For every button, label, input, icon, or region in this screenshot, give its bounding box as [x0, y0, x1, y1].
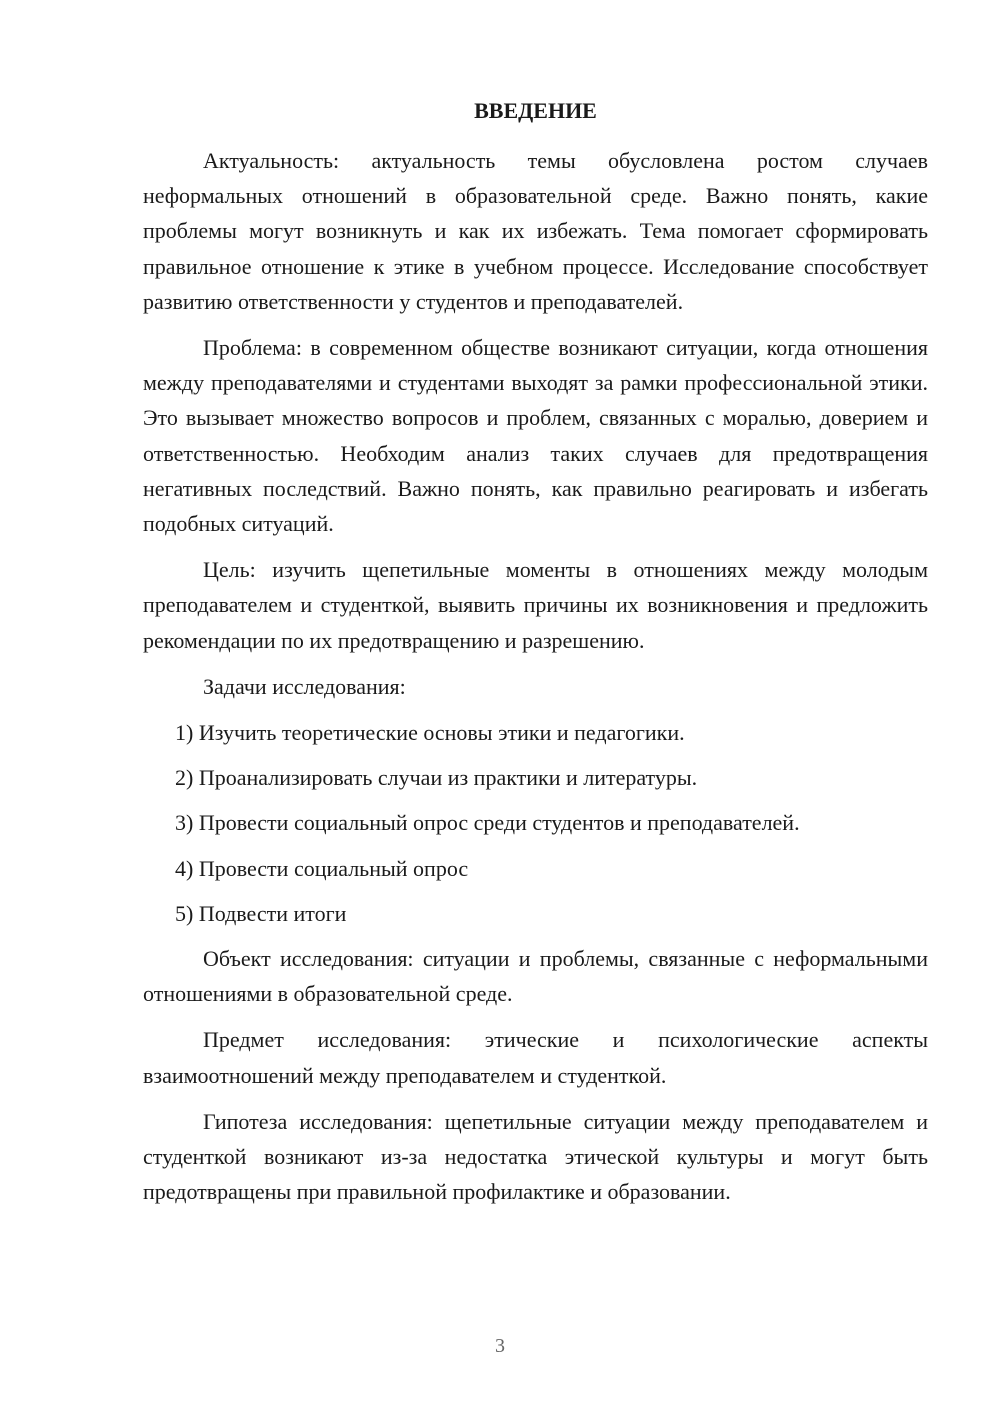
paragraph-relevance: Актуальность: актуальность темы обусловлена ростом случаев неформальных отношений в образовательной среде. Важно понять, какие проблемы могут возникнуть и как их избежать. Тема помогает сформировать правильное отношение к этике в учебном процессе. Исследование способствует развитию ответственности у студентов и преподавателей.: [143, 148, 928, 314]
paragraph-subject: Предмет исследования: этические и психологические аспекты взаимоотношений между преподавателем и студенткой.: [143, 1027, 928, 1088]
list-item-task-5: 5) Подвести итоги: [175, 900, 347, 926]
paragraph-object: Объект исследования: ситуации и проблемы, связанные с неформальными отношениями в образовательной среде.: [143, 946, 928, 1007]
paragraph-hypothesis: Гипотеза исследования: щепетильные ситуации между преподавателем и студенткой возникают из-за недостатка этической культуры и могут быть предотвращены при правильной профилактике и образовании.: [143, 1108, 928, 1205]
list-item-task-3: 3) Провести социальный опрос среди студентов и преподавателей.: [175, 810, 800, 836]
page-number: 3: [495, 1335, 505, 1357]
list-item-task-2: 2) Проанализировать случаи из практики и литературы.: [175, 765, 698, 791]
document-title: ВВЕДЕНИЕ: [474, 98, 597, 123]
list-item-task-1: 1) Изучить теоретические основы этики и педагогики.: [175, 720, 685, 746]
document-body: [143, 143, 928, 1220]
paragraph-problem: Проблема: в современном обществе возникают ситуации, когда отношения между преподавателями и студентами выходят за рамки профессиональной этики. Это вызывает множество вопросов и проблем, связанных с моралью, доверием и ответственностью. Необходим анализ таких случаев для предотвращения негативных последствий. Важно понять, как правильно реагировать и избегать подобных ситуаций.: [143, 335, 928, 537]
paragraph-goal: Цель: изучить щепетильные моменты в отношениях между молодым преподавателем и студенткой, выявить причины их возникновения и предложить рекомендации по их предотвращению и разрешению.: [143, 557, 928, 653]
paragraph-tasks-heading: Задачи исследования:: [203, 673, 406, 699]
list-item-task-4: 4) Провести социальный опрос: [175, 855, 469, 881]
